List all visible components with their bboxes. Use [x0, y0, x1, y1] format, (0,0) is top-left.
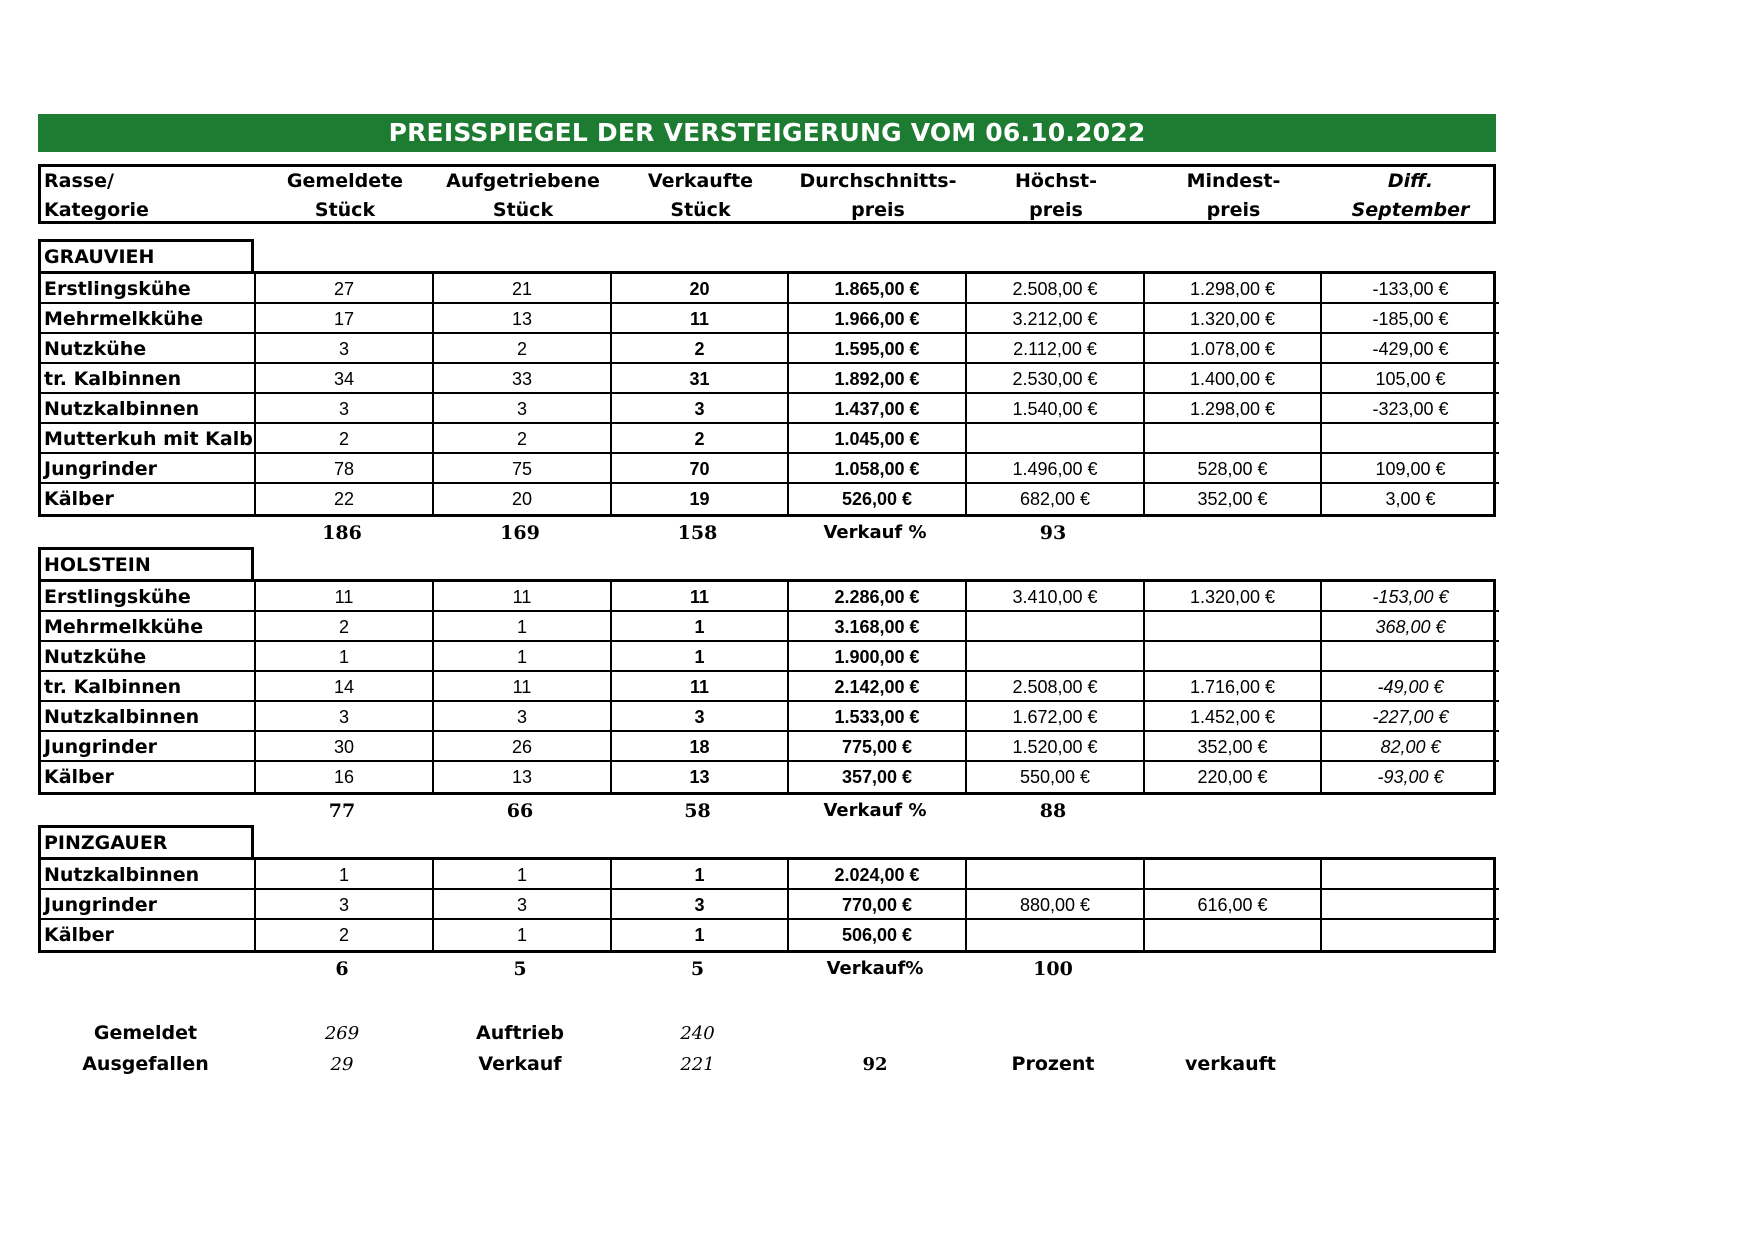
cell-durchschnittspreis: 1.533,00 € — [789, 702, 967, 732]
section-table-grauvieh — [38, 271, 1496, 517]
cell-mindestpreis — [1145, 920, 1322, 950]
summary-gemeldet-label: Gemeldet — [93, 1022, 198, 1044]
cell-hoechstpreis: 1.672,00 € — [967, 702, 1145, 732]
cell-mindestpreis — [1145, 860, 1322, 890]
cell-aufgetrieben: 13 — [434, 762, 612, 792]
cell-kategorie: Nutzkühe — [41, 334, 256, 364]
cell-diff-september: -93,00 € — [1377, 767, 1444, 787]
summary-verkauf-value: 221 — [680, 1054, 715, 1075]
section-label-pinzgauer: PINZGAUER — [38, 825, 254, 857]
cell-verkauft: 3 — [612, 702, 789, 732]
cell-gemeldet: 16 — [256, 762, 434, 792]
cell-gemeldet: 3 — [256, 394, 434, 424]
cell-kategorie: Erstlingskühe — [41, 582, 256, 612]
cell-hoechstpreis — [967, 642, 1145, 672]
cell-hoechstpreis — [967, 612, 1145, 642]
cell-gemeldet: 30 — [256, 732, 434, 762]
cell-aufgetrieben: 1 — [434, 860, 612, 890]
cell-durchschnittspreis: 1.045,00 € — [789, 424, 967, 454]
total-aufgetrieben: 66 — [506, 800, 534, 822]
header-mindestpreis: Mindest- preis — [1186, 170, 1281, 221]
cell-hoechstpreis: 3.212,00 € — [967, 304, 1145, 334]
cell-diff-september: 368,00 € — [1322, 612, 1499, 642]
total-percent: 93 — [1039, 522, 1067, 544]
cell-gemeldet: 22 — [256, 484, 434, 514]
cell-aufgetrieben: 20 — [434, 484, 612, 514]
cell-aufgetrieben: 13 — [434, 304, 612, 334]
cell-diff-september: 109,00 € — [1322, 454, 1499, 484]
cell-verkauft: 1 — [612, 920, 789, 950]
cell-gemeldet: 34 — [256, 364, 434, 394]
section-table-pinzgauer — [38, 857, 1496, 953]
price-sheet — [38, 114, 1496, 983]
section-table-holstein — [38, 579, 1496, 795]
page-title: PREISSPIEGEL DER VERSTEIGERUNG VOM 06.10.2022 — [38, 114, 1496, 152]
cell-durchschnittspreis: 2.286,00 € — [789, 582, 967, 612]
cell-gemeldet: 14 — [256, 672, 434, 702]
cell-mindestpreis: 352,00 € — [1145, 732, 1322, 762]
cell-gemeldet: 3 — [256, 334, 434, 364]
cell-mindestpreis: 352,00 € — [1145, 484, 1322, 514]
cell-diff-september: -49,00 € — [1322, 672, 1499, 702]
cell-kategorie: Erstlingskühe — [41, 274, 256, 304]
total-percent: 88 — [1039, 800, 1067, 822]
cell-gemeldet: 3 — [256, 702, 434, 732]
cell-gemeldet: 2 — [256, 424, 434, 454]
cell-mindestpreis: 616,00 € — [1145, 890, 1322, 920]
total-aufgetrieben: 5 — [513, 958, 527, 980]
cell-kategorie: tr. Kalbinnen — [41, 672, 256, 702]
cell-gemeldet: 2 — [256, 612, 434, 642]
summary-prozent-label: Prozent — [1011, 1053, 1095, 1075]
cell-hoechstpreis: 880,00 € — [967, 890, 1145, 920]
cell-mindestpreis: 528,00 € — [1145, 454, 1322, 484]
cell-gemeldet: 1 — [256, 642, 434, 672]
total-verkauft: 5 — [690, 958, 705, 980]
cell-kategorie: Kälber — [41, 762, 256, 792]
table-header — [38, 164, 1496, 224]
header-hoechstpreis: Höchst- preis — [1014, 170, 1098, 221]
cell-verkauft: 11 — [612, 672, 789, 702]
cell-kategorie: Nutzkühe — [41, 642, 256, 672]
summary-auftrieb-label: Auftrieb — [476, 1022, 564, 1044]
cell-verkauft: 2 — [612, 424, 789, 454]
cell-durchschnittspreis: 1.966,00 € — [789, 304, 967, 334]
cell-diff-september: -133,00 € — [1322, 274, 1499, 304]
cell-hoechstpreis: 682,00 € — [967, 484, 1145, 514]
cell-durchschnittspreis: 506,00 € — [789, 920, 967, 950]
summary-verkauft-label: verkauft — [1185, 1053, 1276, 1075]
cell-verkauft: 20 — [612, 274, 789, 304]
cell-aufgetrieben: 3 — [434, 702, 612, 732]
cell-aufgetrieben: 11 — [434, 672, 612, 702]
cell-aufgetrieben: 3 — [434, 890, 612, 920]
summary-ausgefallen-label: Ausgefallen — [82, 1053, 209, 1075]
cell-gemeldet: 1 — [256, 860, 434, 890]
cell-verkauft: 3 — [612, 394, 789, 424]
cell-mindestpreis: 1.400,00 € — [1145, 364, 1322, 394]
header-rasse-kategorie: Rasse/ Kategorie — [44, 170, 149, 221]
cell-aufgetrieben: 33 — [434, 364, 612, 394]
cell-durchschnittspreis: 1.595,00 € — [789, 334, 967, 364]
summary-verkauf-label: Verkauf — [478, 1053, 562, 1075]
cell-mindestpreis — [1145, 424, 1322, 454]
cell-gemeldet: 17 — [256, 304, 434, 334]
cell-aufgetrieben: 11 — [434, 582, 612, 612]
cell-verkauft: 18 — [612, 732, 789, 762]
cell-durchschnittspreis: 1.865,00 € — [789, 274, 967, 304]
header-diff-september: Diff. September — [1351, 170, 1470, 221]
cell-kategorie: Kälber — [41, 484, 256, 514]
cell-mindestpreis — [1145, 612, 1322, 642]
summary-row-1 — [38, 1018, 1496, 1049]
cell-gemeldet: 27 — [256, 274, 434, 304]
cell-kategorie: Jungrinder — [41, 890, 256, 920]
cell-diff-september — [1322, 890, 1499, 920]
cell-aufgetrieben: 1 — [434, 612, 612, 642]
cell-verkauft: 11 — [612, 304, 789, 334]
cell-durchschnittspreis: 3.168,00 € — [789, 612, 967, 642]
cell-verkauft: 31 — [612, 364, 789, 394]
cell-verkauft: 70 — [612, 454, 789, 484]
cell-verkauft: 1 — [612, 860, 789, 890]
total-label: Verkauf % — [823, 800, 927, 821]
cell-diff-september: 3,00 € — [1385, 489, 1436, 509]
cell-durchschnittspreis: 2.142,00 € — [789, 672, 967, 702]
cell-diff-september: -153,00 € — [1322, 582, 1499, 612]
cell-mindestpreis: 1.078,00 € — [1145, 334, 1322, 364]
cell-hoechstpreis: 3.410,00 € — [967, 582, 1145, 612]
total-aufgetrieben: 169 — [500, 522, 540, 544]
cell-aufgetrieben: 75 — [434, 454, 612, 484]
cell-gemeldet: 78 — [256, 454, 434, 484]
cell-hoechstpreis: 1.520,00 € — [967, 732, 1145, 762]
cell-mindestpreis — [1145, 642, 1322, 672]
section-totals-grauvieh — [38, 517, 1496, 547]
cell-hoechstpreis: 1.540,00 € — [967, 394, 1145, 424]
cell-hoechstpreis — [967, 424, 1145, 454]
cell-diff-september: -323,00 € — [1322, 394, 1499, 424]
cell-aufgetrieben: 3 — [434, 394, 612, 424]
cell-mindestpreis: 1.716,00 € — [1145, 672, 1322, 702]
cell-aufgetrieben: 2 — [434, 334, 612, 364]
cell-durchschnittspreis: 770,00 € — [789, 890, 967, 920]
cell-durchschnittspreis: 2.024,00 € — [789, 860, 967, 890]
cell-gemeldet: 2 — [256, 920, 434, 950]
summary-row-2 — [38, 1049, 1496, 1080]
cell-kategorie: Jungrinder — [41, 454, 256, 484]
cell-kategorie: Nutzkalbinnen — [41, 394, 256, 424]
cell-diff-september: 82,00 € — [1322, 732, 1499, 762]
total-label: Verkauf % — [823, 522, 927, 543]
header-verkaufte-stueck: Verkaufte Stück — [647, 170, 754, 221]
cell-mindestpreis: 220,00 € — [1145, 762, 1322, 792]
cell-kategorie: Nutzkalbinnen — [41, 702, 256, 732]
cell-verkauft: 13 — [612, 762, 789, 792]
total-percent: 100 — [1033, 958, 1073, 980]
cell-mindestpreis: 1.452,00 € — [1145, 702, 1322, 732]
header-aufgetriebene-stueck: Aufgetriebene Stück — [446, 170, 600, 221]
cell-hoechstpreis: 2.508,00 € — [967, 274, 1145, 304]
summary-gemeldet-value: 269 — [324, 1023, 360, 1044]
cell-kategorie: Mehrmelkkühe — [41, 304, 256, 334]
cell-durchschnittspreis: 1.900,00 € — [789, 642, 967, 672]
cell-aufgetrieben: 21 — [434, 274, 612, 304]
cell-kategorie: Nutzkalbinnen — [41, 860, 256, 890]
header-gemeldete-stueck: Gemeldete Stück — [286, 170, 404, 221]
cell-verkauft: 2 — [612, 334, 789, 364]
cell-kategorie: tr. Kalbinnen — [41, 364, 256, 394]
cell-mindestpreis: 1.320,00 € — [1145, 304, 1322, 334]
summary-auftrieb-value: 240 — [680, 1023, 715, 1044]
cell-verkauft: 11 — [612, 582, 789, 612]
sections — [38, 239, 1496, 983]
cell-durchschnittspreis: 1.437,00 € — [789, 394, 967, 424]
cell-aufgetrieben: 2 — [434, 424, 612, 454]
total-label: Verkauf% — [826, 958, 924, 979]
cell-gemeldet: 11 — [256, 582, 434, 612]
cell-gemeldet: 3 — [256, 890, 434, 920]
cell-kategorie: Mehrmelkkühe — [41, 612, 256, 642]
cell-kategorie: Jungrinder — [41, 732, 256, 762]
cell-diff-september: -429,00 € — [1322, 334, 1499, 364]
summary-ausgefallen-value: 29 — [330, 1054, 354, 1075]
cell-durchschnittspreis: 357,00 € — [789, 762, 967, 792]
cell-hoechstpreis — [967, 920, 1145, 950]
cell-mindestpreis: 1.320,00 € — [1145, 582, 1322, 612]
cell-hoechstpreis: 2.508,00 € — [967, 672, 1145, 702]
cell-diff-september: 105,00 € — [1322, 364, 1499, 394]
section-label-holstein: HOLSTEIN — [38, 547, 254, 579]
section-totals-pinzgauer — [38, 953, 1496, 983]
total-gemeldet: 77 — [328, 800, 356, 822]
section-label-grauvieh: GRAUVIEH — [38, 239, 254, 271]
cell-durchschnittspreis: 526,00 € — [789, 484, 967, 514]
cell-diff-september — [1322, 920, 1499, 950]
section-totals-holstein — [38, 795, 1496, 825]
cell-diff-september — [1322, 642, 1499, 672]
total-gemeldet: 6 — [335, 958, 349, 980]
total-gemeldet: 186 — [322, 522, 362, 544]
cell-hoechstpreis: 2.112,00 € — [967, 334, 1145, 364]
summary-percent-value: 92 — [862, 1054, 888, 1075]
cell-mindestpreis: 1.298,00 € — [1145, 274, 1322, 304]
cell-hoechstpreis — [967, 860, 1145, 890]
cell-mindestpreis: 1.298,00 € — [1145, 394, 1322, 424]
total-verkauft: 158 — [677, 522, 718, 544]
header-durchschnittspreis: Durchschnitts- preis — [799, 170, 957, 221]
cell-durchschnittspreis: 775,00 € — [789, 732, 967, 762]
cell-diff-september — [1322, 860, 1499, 890]
cell-verkauft: 19 — [612, 484, 789, 514]
cell-diff-september: -227,00 € — [1322, 702, 1499, 732]
cell-verkauft: 1 — [612, 612, 789, 642]
cell-verkauft: 3 — [612, 890, 789, 920]
cell-diff-september: -185,00 € — [1322, 304, 1499, 334]
summary — [38, 1018, 1496, 1080]
cell-aufgetrieben: 1 — [434, 920, 612, 950]
cell-verkauft: 1 — [612, 642, 789, 672]
cell-durchschnittspreis: 1.892,00 € — [789, 364, 967, 394]
cell-kategorie: Mutterkuh mit Kalb — [41, 424, 256, 454]
cell-hoechstpreis: 550,00 € — [967, 762, 1145, 792]
cell-kategorie: Kälber — [41, 920, 256, 950]
cell-diff-september — [1322, 424, 1499, 454]
cell-durchschnittspreis: 1.058,00 € — [789, 454, 967, 484]
total-verkauft: 58 — [684, 800, 711, 822]
cell-hoechstpreis: 2.530,00 € — [967, 364, 1145, 394]
cell-aufgetrieben: 1 — [434, 642, 612, 672]
cell-hoechstpreis: 1.496,00 € — [967, 454, 1145, 484]
cell-aufgetrieben: 26 — [434, 732, 612, 762]
